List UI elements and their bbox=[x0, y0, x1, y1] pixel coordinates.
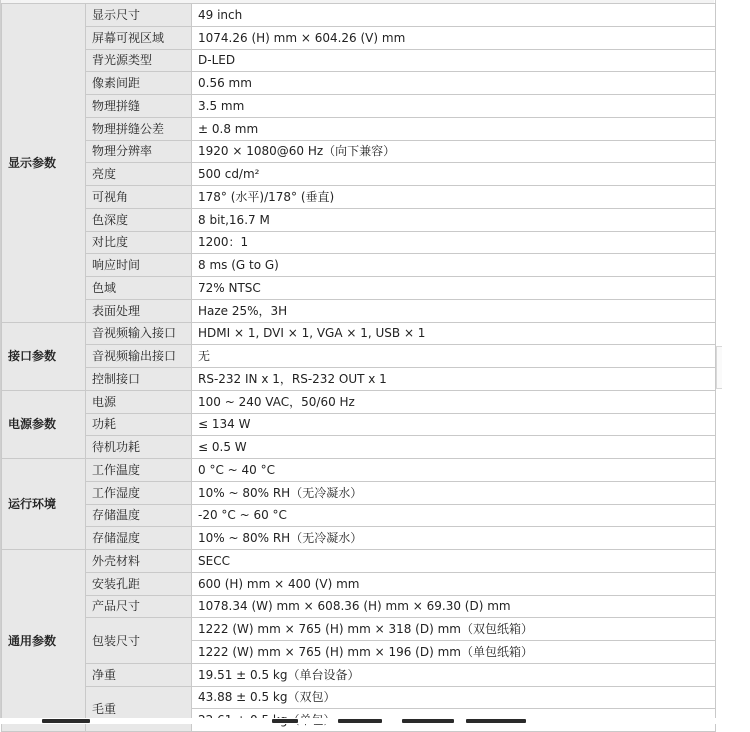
table-row bbox=[2, 26, 716, 49]
spec-value-cell: 500 cd/m² bbox=[192, 163, 716, 186]
table-row bbox=[2, 231, 716, 254]
spec-key-cell: 外壳材料 bbox=[86, 550, 192, 573]
page-footer-strip bbox=[0, 718, 750, 724]
spec-value-cell: 1074.26 (H) mm × 604.26 (V) mm bbox=[192, 26, 716, 49]
table-row bbox=[2, 390, 716, 413]
spec-value-cell: 0.56 mm bbox=[192, 72, 716, 95]
spec-key-cell: 产品尺寸 bbox=[86, 595, 192, 618]
spec-value-cell: 3.5 mm bbox=[192, 95, 716, 118]
spec-value-cell: -20 °C ~ 60 °C bbox=[192, 504, 716, 527]
spec-value-cell: 49 inch bbox=[192, 4, 716, 27]
spec-key-cell: 安装孔距 bbox=[86, 572, 192, 595]
spec-value-cell: 43.88 ± 0.5 kg（双包） bbox=[192, 686, 716, 709]
table-row bbox=[2, 550, 716, 573]
category-cell: 通用参数 bbox=[2, 550, 86, 732]
table-row bbox=[2, 4, 716, 27]
footer-bar bbox=[466, 719, 526, 723]
category-cell: 接口参数 bbox=[2, 322, 86, 390]
table-row bbox=[2, 686, 716, 709]
spec-key-cell: 背光源类型 bbox=[86, 49, 192, 72]
table-row bbox=[2, 368, 716, 391]
table-row bbox=[2, 345, 716, 368]
spec-value-cell: 10% ~ 80% RH（无冷凝水） bbox=[192, 527, 716, 550]
spec-value-cell: 1200：1 bbox=[192, 231, 716, 254]
spec-value-cell: 1222 (W) mm × 765 (H) mm × 196 (D) mm（单包纸箱） bbox=[192, 641, 716, 664]
table-row bbox=[2, 72, 716, 95]
table-row bbox=[2, 186, 716, 209]
spec-value-cell: SECC bbox=[192, 550, 716, 573]
spec-key-cell: 待机功耗 bbox=[86, 436, 192, 459]
spec-key-cell: 物理拼缝 bbox=[86, 95, 192, 118]
spec-table bbox=[1, 3, 716, 732]
spec-value-cell: 1078.34 (W) mm × 608.36 (H) mm × 69.30 (D) mm bbox=[192, 595, 716, 618]
table-row bbox=[2, 436, 716, 459]
spec-key-cell: 工作温度 bbox=[86, 459, 192, 482]
table-row bbox=[2, 95, 716, 118]
table-row bbox=[2, 413, 716, 436]
spec-value-cell: Haze 25%，3H bbox=[192, 299, 716, 322]
category-cell: 显示参数 bbox=[2, 4, 86, 323]
spec-value-cell: 无 bbox=[192, 345, 716, 368]
spec-key-cell: 色深度 bbox=[86, 208, 192, 231]
spec-value-cell: HDMI × 1, DVI × 1, VGA × 1, USB × 1 bbox=[192, 322, 716, 345]
spec-key-cell: 音视频输出接口 bbox=[86, 345, 192, 368]
spec-value-cell: 10% ~ 80% RH（无冷凝水） bbox=[192, 481, 716, 504]
spec-value-cell: 1222 (W) mm × 765 (H) mm × 318 (D) mm（双包纸箱） bbox=[192, 618, 716, 641]
spec-value-cell: 8 bit,16.7 M bbox=[192, 208, 716, 231]
table-row bbox=[2, 572, 716, 595]
table-row bbox=[2, 618, 716, 641]
spec-value-cell: 8 ms (G to G) bbox=[192, 254, 716, 277]
scroll-handle[interactable] bbox=[716, 346, 722, 389]
table-row bbox=[2, 322, 716, 345]
spec-key-cell: 净重 bbox=[86, 663, 192, 686]
spec-value-cell: 0 °C ~ 40 °C bbox=[192, 459, 716, 482]
spec-key-cell: 物理拼缝公差 bbox=[86, 117, 192, 140]
table-row bbox=[2, 254, 716, 277]
spec-value-cell: 1920 × 1080@60 Hz（向下兼容） bbox=[192, 140, 716, 163]
table-row bbox=[2, 481, 716, 504]
spec-key-cell: 屏幕可视区域 bbox=[86, 26, 192, 49]
spec-value-cell: ≤ 0.5 W bbox=[192, 436, 716, 459]
table-row bbox=[2, 117, 716, 140]
spec-key-cell: 响应时间 bbox=[86, 254, 192, 277]
spec-key-cell: 色域 bbox=[86, 277, 192, 300]
spec-value-cell: 100 ~ 240 VAC，50/60 Hz bbox=[192, 390, 716, 413]
spec-key-cell: 可视角 bbox=[86, 186, 192, 209]
spec-key-cell: 存储湿度 bbox=[86, 527, 192, 550]
spec-key-cell: 包装尺寸 bbox=[86, 618, 192, 664]
table-row bbox=[2, 277, 716, 300]
category-cell: 电源参数 bbox=[2, 390, 86, 458]
table-row bbox=[2, 459, 716, 482]
spec-key-cell: 控制接口 bbox=[86, 368, 192, 391]
spec-key-cell: 毛重 bbox=[86, 686, 192, 732]
spec-value-cell: 72% NTSC bbox=[192, 277, 716, 300]
table-row bbox=[2, 208, 716, 231]
spec-key-cell: 物理分辨率 bbox=[86, 140, 192, 163]
footer-bar bbox=[42, 719, 90, 723]
spec-value-cell: D-LED bbox=[192, 49, 716, 72]
spec-value-cell: ≤ 134 W bbox=[192, 413, 716, 436]
spec-key-cell: 工作湿度 bbox=[86, 481, 192, 504]
footer-bar bbox=[338, 719, 382, 723]
spec-key-cell: 显示尺寸 bbox=[86, 4, 192, 27]
spec-value-cell: 600 (H) mm × 400 (V) mm bbox=[192, 572, 716, 595]
table-row bbox=[2, 504, 716, 527]
table-row bbox=[2, 299, 716, 322]
spec-value-cell: 178° (水平)/178° (垂直) bbox=[192, 186, 716, 209]
table-row bbox=[2, 140, 716, 163]
table-row bbox=[2, 527, 716, 550]
spec-key-cell: 表面处理 bbox=[86, 299, 192, 322]
spec-value-cell: ± 0.8 mm bbox=[192, 117, 716, 140]
spec-key-cell: 存储温度 bbox=[86, 504, 192, 527]
spec-key-cell: 电源 bbox=[86, 390, 192, 413]
table-row bbox=[2, 163, 716, 186]
spec-key-cell: 像素间距 bbox=[86, 72, 192, 95]
footer-bar bbox=[272, 719, 298, 723]
footer-bar bbox=[402, 719, 454, 723]
spec-key-cell: 亮度 bbox=[86, 163, 192, 186]
spec-key-cell: 功耗 bbox=[86, 413, 192, 436]
table-row bbox=[2, 49, 716, 72]
table-row bbox=[2, 595, 716, 618]
table-row bbox=[2, 663, 716, 686]
spec-key-cell: 音视频输入接口 bbox=[86, 322, 192, 345]
category-cell: 运行环境 bbox=[2, 459, 86, 550]
spec-value-cell: 19.51 ± 0.5 kg（单台设备） bbox=[192, 663, 716, 686]
spec-value-cell: RS-232 IN x 1，RS-232 OUT x 1 bbox=[192, 368, 716, 391]
spec-key-cell: 对比度 bbox=[86, 231, 192, 254]
